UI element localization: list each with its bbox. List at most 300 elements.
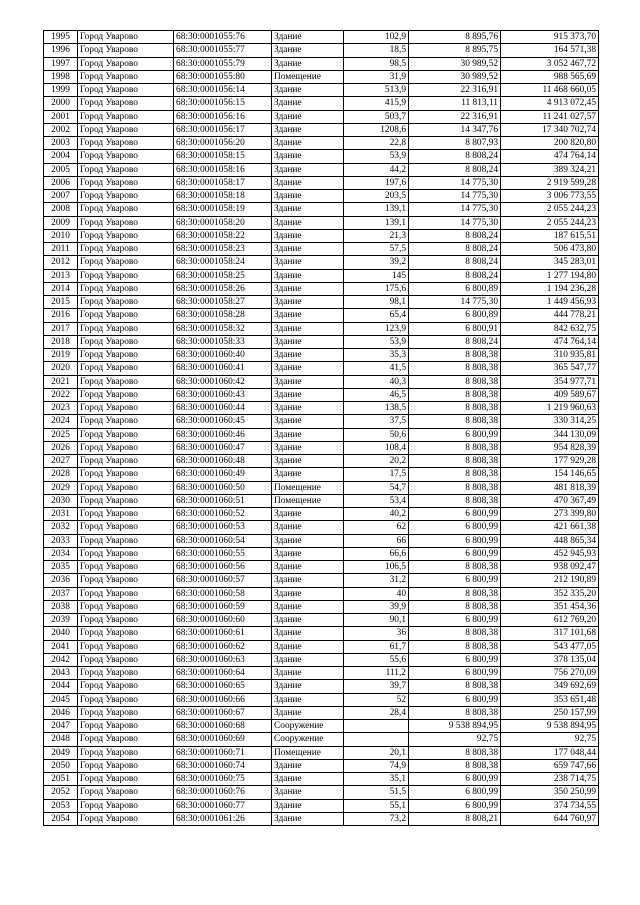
cell-area: 41,5 xyxy=(344,362,409,375)
cell-row-number: 2000 xyxy=(44,97,78,110)
cell-row-number: 2028 xyxy=(44,468,78,481)
cell-cadastral-number: 68:30:0001058:24 xyxy=(174,256,272,269)
cell-cadastral-number: 68:30:0001060:48 xyxy=(174,455,272,468)
cell-area: 74,9 xyxy=(344,759,409,772)
cell-municipality: Город Уварово xyxy=(78,415,174,428)
cell-cadastral-value: 345 283,01 xyxy=(501,256,599,269)
cell-specific-value: 6 800,99 xyxy=(409,693,501,706)
cell-cadastral-number: 68:30:0001058:18 xyxy=(174,190,272,203)
cell-area: 102,9 xyxy=(344,31,409,44)
cell-specific-value: 8 895,76 xyxy=(409,31,501,44)
cell-cadastral-value: 481 818,39 xyxy=(501,481,599,494)
cell-area: 31,9 xyxy=(344,70,409,83)
cell-cadastral-number: 68:30:0001060:60 xyxy=(174,614,272,627)
cell-cadastral-value: 273 399,80 xyxy=(501,508,599,521)
cell-municipality: Город Уварово xyxy=(78,163,174,176)
cell-row-number: 2046 xyxy=(44,706,78,719)
cell-cadastral-number: 68:30:0001060:50 xyxy=(174,481,272,494)
cell-object-type: Здание xyxy=(272,428,344,441)
table-row xyxy=(44,163,599,176)
cell-cadastral-number: 68:30:0001060:71 xyxy=(174,746,272,759)
cell-cadastral-number: 68:30:0001060:57 xyxy=(174,574,272,587)
cell-cadastral-number: 68:30:0001058:22 xyxy=(174,229,272,242)
cell-cadastral-number: 68:30:0001058:32 xyxy=(174,322,272,335)
cell-cadastral-number: 68:30:0001060:46 xyxy=(174,428,272,441)
cell-cadastral-number: 68:30:0001058:26 xyxy=(174,282,272,295)
cell-row-number: 2003 xyxy=(44,137,78,150)
cell-area: 39,2 xyxy=(344,256,409,269)
cell-cadastral-number: 68:30:0001060:76 xyxy=(174,786,272,799)
cell-row-number: 2051 xyxy=(44,773,78,786)
cell-cadastral-value: 543 477,05 xyxy=(501,640,599,653)
cell-municipality: Город Уварово xyxy=(78,362,174,375)
cell-cadastral-value: 344 130,09 xyxy=(501,428,599,441)
cell-specific-value: 92,75 xyxy=(409,733,501,746)
table-row xyxy=(44,176,599,189)
cell-municipality: Город Уварово xyxy=(78,653,174,666)
table-row xyxy=(44,799,599,812)
cell-area: 66,6 xyxy=(344,547,409,560)
cell-row-number: 2008 xyxy=(44,203,78,216)
cell-cadastral-value: 351 454,36 xyxy=(501,600,599,613)
cell-cadastral-value: 154 146,65 xyxy=(501,468,599,481)
cell-specific-value: 8 807,93 xyxy=(409,137,501,150)
cell-cadastral-number: 68:30:0001058:28 xyxy=(174,309,272,322)
table-row xyxy=(44,693,599,706)
cell-cadastral-value: 421 661,38 xyxy=(501,521,599,534)
cell-row-number: 1999 xyxy=(44,84,78,97)
cell-cadastral-number: 68:30:0001060:77 xyxy=(174,799,272,812)
cell-cadastral-number: 68:30:0001060:52 xyxy=(174,508,272,521)
table-row xyxy=(44,402,599,415)
cell-cadastral-number: 68:30:0001061:26 xyxy=(174,812,272,825)
cell-cadastral-number: 68:30:0001060:59 xyxy=(174,600,272,613)
cell-area: 62 xyxy=(344,521,409,534)
cell-area: 65,4 xyxy=(344,309,409,322)
cell-object-type: Здание xyxy=(272,759,344,772)
table-row xyxy=(44,282,599,295)
cell-area: 44,2 xyxy=(344,163,409,176)
cell-specific-value: 8 808,24 xyxy=(409,150,501,163)
cell-cadastral-value: 659 747,66 xyxy=(501,759,599,772)
cell-specific-value: 6 800,99 xyxy=(409,799,501,812)
cell-municipality: Город Уварово xyxy=(78,812,174,825)
cell-cadastral-number: 68:30:0001060:42 xyxy=(174,375,272,388)
cell-row-number: 2044 xyxy=(44,680,78,693)
cell-cadastral-number: 68:30:0001058:17 xyxy=(174,176,272,189)
table-row xyxy=(44,203,599,216)
cell-row-number: 2002 xyxy=(44,123,78,136)
cell-row-number: 2020 xyxy=(44,362,78,375)
cell-row-number: 2034 xyxy=(44,547,78,560)
cell-object-type: Здание xyxy=(272,216,344,229)
cell-object-type: Здание xyxy=(272,243,344,256)
cell-cadastral-number: 68:30:0001060:69 xyxy=(174,733,272,746)
table-row xyxy=(44,229,599,242)
cell-area: 46,5 xyxy=(344,388,409,401)
cell-cadastral-value: 452 945,93 xyxy=(501,547,599,560)
cell-cadastral-number: 68:30:0001060:41 xyxy=(174,362,272,375)
cell-area: 22,8 xyxy=(344,137,409,150)
cell-specific-value: 8 808,38 xyxy=(409,627,501,640)
table-row xyxy=(44,44,599,57)
cell-specific-value: 6 800,99 xyxy=(409,508,501,521)
cell-area: 108,4 xyxy=(344,441,409,454)
cell-object-type: Здание xyxy=(272,150,344,163)
cell-area: 53,9 xyxy=(344,150,409,163)
cell-area: 203,5 xyxy=(344,190,409,203)
cell-specific-value: 8 808,38 xyxy=(409,402,501,415)
table-row xyxy=(44,309,599,322)
cell-row-number: 2015 xyxy=(44,296,78,309)
cell-area: 513,9 xyxy=(344,84,409,97)
cell-municipality: Город Уварово xyxy=(78,428,174,441)
cell-specific-value: 14 775,30 xyxy=(409,176,501,189)
cell-object-type: Здание xyxy=(272,203,344,216)
cell-cadastral-number: 68:30:0001058:23 xyxy=(174,243,272,256)
cell-area: 52 xyxy=(344,693,409,706)
cell-object-type: Здание xyxy=(272,441,344,454)
cell-object-type: Здание xyxy=(272,667,344,680)
cell-row-number: 1996 xyxy=(44,44,78,57)
cell-cadastral-number: 68:30:0001058:15 xyxy=(174,150,272,163)
cell-area: 39,7 xyxy=(344,680,409,693)
cell-area: 139,1 xyxy=(344,203,409,216)
cell-specific-value: 6 800,99 xyxy=(409,786,501,799)
cell-row-number: 2006 xyxy=(44,176,78,189)
cell-row-number: 2040 xyxy=(44,627,78,640)
cell-specific-value: 6 800,99 xyxy=(409,773,501,786)
cell-specific-value: 8 808,38 xyxy=(409,441,501,454)
cell-object-type: Здание xyxy=(272,110,344,123)
cell-row-number: 2007 xyxy=(44,190,78,203)
cell-row-number: 2049 xyxy=(44,746,78,759)
cell-municipality: Город Уварово xyxy=(78,97,174,110)
cell-object-type: Сооружение xyxy=(272,733,344,746)
cell-row-number: 2038 xyxy=(44,600,78,613)
cell-area: 503,7 xyxy=(344,110,409,123)
cell-specific-value: 14 775,30 xyxy=(409,190,501,203)
table-row xyxy=(44,84,599,97)
cell-municipality: Город Уварово xyxy=(78,693,174,706)
table-row xyxy=(44,547,599,560)
cell-specific-value: 6 800,99 xyxy=(409,614,501,627)
table-row xyxy=(44,667,599,680)
cell-row-number: 2024 xyxy=(44,415,78,428)
cell-cadastral-value: 17 340 702,74 xyxy=(501,123,599,136)
cell-object-type: Помещение xyxy=(272,746,344,759)
cell-area: 106,5 xyxy=(344,561,409,574)
cell-area: 53,4 xyxy=(344,494,409,507)
cell-object-type: Здание xyxy=(272,31,344,44)
cell-municipality: Город Уварово xyxy=(78,706,174,719)
cell-specific-value: 8 808,38 xyxy=(409,388,501,401)
cell-area: 66 xyxy=(344,534,409,547)
cell-cadastral-number: 68:30:0001058:16 xyxy=(174,163,272,176)
cell-area: 145 xyxy=(344,269,409,282)
cell-row-number: 2039 xyxy=(44,614,78,627)
cell-municipality: Город Уварово xyxy=(78,176,174,189)
cell-cadastral-number: 68:30:0001060:54 xyxy=(174,534,272,547)
cell-area: 37,5 xyxy=(344,415,409,428)
cell-municipality: Город Уварово xyxy=(78,335,174,348)
cell-municipality: Город Уварово xyxy=(78,786,174,799)
cell-area: 197,6 xyxy=(344,176,409,189)
cell-cadastral-number: 68:30:0001060:61 xyxy=(174,627,272,640)
cell-row-number: 2021 xyxy=(44,375,78,388)
cell-object-type: Здание xyxy=(272,799,344,812)
table-row xyxy=(44,746,599,759)
cell-cadastral-number: 68:30:0001060:62 xyxy=(174,640,272,653)
cell-municipality: Город Уварово xyxy=(78,150,174,163)
cell-specific-value: 6 800,89 xyxy=(409,282,501,295)
cell-cadastral-number: 68:30:0001060:56 xyxy=(174,561,272,574)
cell-cadastral-value: 2 055 244,23 xyxy=(501,216,599,229)
cell-cadastral-value: 2 055 244,23 xyxy=(501,203,599,216)
cell-specific-value: 8 808,24 xyxy=(409,163,501,176)
cell-cadastral-number: 68:30:0001060:65 xyxy=(174,680,272,693)
cell-object-type: Здание xyxy=(272,176,344,189)
cell-area: 51,5 xyxy=(344,786,409,799)
cell-area: 1208,6 xyxy=(344,123,409,136)
cell-specific-value: 6 800,99 xyxy=(409,521,501,534)
cell-specific-value: 14 775,30 xyxy=(409,203,501,216)
cell-cadastral-number: 68:30:0001056:15 xyxy=(174,97,272,110)
cell-cadastral-value: 954 828,39 xyxy=(501,441,599,454)
table-row xyxy=(44,388,599,401)
cell-row-number: 2017 xyxy=(44,322,78,335)
cell-cadastral-number: 68:30:0001058:27 xyxy=(174,296,272,309)
cell-cadastral-value: 444 778,21 xyxy=(501,309,599,322)
cell-area: 415,9 xyxy=(344,97,409,110)
table-row xyxy=(44,243,599,256)
cell-cadastral-value: 842 632,75 xyxy=(501,322,599,335)
cell-object-type: Здание xyxy=(272,468,344,481)
cell-cadastral-value: 612 769,20 xyxy=(501,614,599,627)
cell-cadastral-value: 9 538 894,95 xyxy=(501,720,599,733)
cell-municipality: Город Уварово xyxy=(78,57,174,70)
cell-municipality: Город Уварово xyxy=(78,31,174,44)
cell-municipality: Город Уварово xyxy=(78,614,174,627)
cell-object-type: Здание xyxy=(272,574,344,587)
cell-row-number: 2019 xyxy=(44,349,78,362)
cell-cadastral-number: 68:30:0001058:33 xyxy=(174,335,272,348)
table-row xyxy=(44,362,599,375)
cell-cadastral-value: 353 651,48 xyxy=(501,693,599,706)
table-row xyxy=(44,150,599,163)
cell-cadastral-value: 365 547,77 xyxy=(501,362,599,375)
cell-municipality: Город Уварово xyxy=(78,123,174,136)
cell-cadastral-value: 3 006 773,55 xyxy=(501,190,599,203)
cell-municipality: Город Уварово xyxy=(78,521,174,534)
cell-cadastral-value: 915 373,70 xyxy=(501,31,599,44)
cell-municipality: Город Уварово xyxy=(78,759,174,772)
cell-cadastral-value: 474 764,14 xyxy=(501,335,599,348)
cell-cadastral-value: 11 241 027,57 xyxy=(501,110,599,123)
cell-specific-value: 8 808,38 xyxy=(409,375,501,388)
cell-row-number: 2012 xyxy=(44,256,78,269)
cell-area: 31,2 xyxy=(344,574,409,587)
cell-object-type: Здание xyxy=(272,44,344,57)
cell-object-type: Здание xyxy=(272,653,344,666)
cell-cadastral-number: 68:30:0001058:19 xyxy=(174,203,272,216)
cell-specific-value: 8 808,21 xyxy=(409,812,501,825)
cell-specific-value: 8 808,38 xyxy=(409,706,501,719)
cell-row-number: 2001 xyxy=(44,110,78,123)
cell-object-type: Здание xyxy=(272,375,344,388)
cell-municipality: Город Уварово xyxy=(78,627,174,640)
cell-area: 17,5 xyxy=(344,468,409,481)
table-row xyxy=(44,481,599,494)
cell-specific-value: 8 808,38 xyxy=(409,349,501,362)
cell-row-number: 2030 xyxy=(44,494,78,507)
cell-cadastral-value: 474 764,14 xyxy=(501,150,599,163)
cell-municipality: Город Уварово xyxy=(78,229,174,242)
cell-cadastral-number: 68:30:0001060:68 xyxy=(174,720,272,733)
cell-area: 36 xyxy=(344,627,409,640)
cell-cadastral-value: 349 692,69 xyxy=(501,680,599,693)
cell-municipality: Город Уварово xyxy=(78,640,174,653)
cell-area: 40,3 xyxy=(344,375,409,388)
cell-cadastral-value: 200 820,80 xyxy=(501,137,599,150)
cell-cadastral-value: 11 468 660,05 xyxy=(501,84,599,97)
cell-cadastral-value: 4 913 072,45 xyxy=(501,97,599,110)
table-row xyxy=(44,706,599,719)
cell-row-number: 2027 xyxy=(44,455,78,468)
cell-area: 57,5 xyxy=(344,243,409,256)
table-row xyxy=(44,587,599,600)
cell-object-type: Здание xyxy=(272,190,344,203)
cell-object-type: Здание xyxy=(272,269,344,282)
cell-specific-value: 6 800,99 xyxy=(409,547,501,560)
cell-object-type: Здание xyxy=(272,57,344,70)
table-row xyxy=(44,521,599,534)
cell-object-type: Здание xyxy=(272,706,344,719)
cell-row-number: 2029 xyxy=(44,481,78,494)
table-row xyxy=(44,812,599,825)
cell-object-type: Здание xyxy=(272,534,344,547)
cell-municipality: Город Уварово xyxy=(78,256,174,269)
cell-cadastral-value: 354 977,71 xyxy=(501,375,599,388)
cell-cadastral-number: 68:30:0001055:77 xyxy=(174,44,272,57)
cell-municipality: Город Уварово xyxy=(78,309,174,322)
table-row xyxy=(44,600,599,613)
cell-specific-value: 22 316,91 xyxy=(409,110,501,123)
cell-cadastral-number: 68:30:0001060:66 xyxy=(174,693,272,706)
cell-cadastral-value: 317 101,68 xyxy=(501,627,599,640)
cell-row-number: 2032 xyxy=(44,521,78,534)
cell-cadastral-number: 68:30:0001060:64 xyxy=(174,667,272,680)
cell-cadastral-value: 756 270,09 xyxy=(501,667,599,680)
cell-municipality: Город Уварово xyxy=(78,322,174,335)
cell-object-type: Здание xyxy=(272,415,344,428)
cell-cadastral-number: 68:30:0001060:63 xyxy=(174,653,272,666)
cell-municipality: Город Уварово xyxy=(78,680,174,693)
cell-object-type: Сооружение xyxy=(272,720,344,733)
cell-row-number: 2036 xyxy=(44,574,78,587)
cell-cadastral-number: 68:30:0001055:76 xyxy=(174,31,272,44)
cell-specific-value: 8 808,38 xyxy=(409,362,501,375)
cell-row-number: 2014 xyxy=(44,282,78,295)
cell-specific-value: 8 808,38 xyxy=(409,455,501,468)
cell-municipality: Город Уварово xyxy=(78,190,174,203)
table-row xyxy=(44,256,599,269)
cell-row-number: 2045 xyxy=(44,693,78,706)
cell-cadastral-value: 389 324,21 xyxy=(501,163,599,176)
cell-specific-value: 14 775,30 xyxy=(409,216,501,229)
cell-area: 50,6 xyxy=(344,428,409,441)
table-row xyxy=(44,441,599,454)
cell-specific-value: 6 800,99 xyxy=(409,534,501,547)
cell-area: 98,5 xyxy=(344,57,409,70)
cell-municipality: Город Уварово xyxy=(78,441,174,454)
cell-object-type: Помещение xyxy=(272,70,344,83)
cell-specific-value: 6 800,99 xyxy=(409,574,501,587)
cell-specific-value: 6 800,91 xyxy=(409,322,501,335)
cell-specific-value: 8 808,24 xyxy=(409,243,501,256)
cell-row-number: 2004 xyxy=(44,150,78,163)
cell-municipality: Город Уварово xyxy=(78,296,174,309)
table-row xyxy=(44,455,599,468)
cell-object-type: Помещение xyxy=(272,481,344,494)
cell-object-type: Здание xyxy=(272,282,344,295)
cell-specific-value: 8 808,38 xyxy=(409,494,501,507)
cell-area: 139,1 xyxy=(344,216,409,229)
cell-area: 28,4 xyxy=(344,706,409,719)
cell-specific-value: 8 808,38 xyxy=(409,415,501,428)
cell-area: 40 xyxy=(344,587,409,600)
cell-municipality: Город Уварово xyxy=(78,137,174,150)
cell-cadastral-value: 1 194 236,28 xyxy=(501,282,599,295)
cell-object-type: Здание xyxy=(272,600,344,613)
cell-object-type: Здание xyxy=(272,680,344,693)
cell-specific-value: 8 808,24 xyxy=(409,256,501,269)
table-row xyxy=(44,561,599,574)
cell-row-number: 2018 xyxy=(44,335,78,348)
table-row xyxy=(44,574,599,587)
cell-cadastral-number: 68:30:0001058:25 xyxy=(174,269,272,282)
cell-municipality: Город Уварово xyxy=(78,587,174,600)
cell-object-type: Здание xyxy=(272,256,344,269)
cell-row-number: 2054 xyxy=(44,812,78,825)
cell-cadastral-number: 68:30:0001060:67 xyxy=(174,706,272,719)
cell-municipality: Город Уварово xyxy=(78,667,174,680)
cell-specific-value: 14 775,30 xyxy=(409,296,501,309)
cell-municipality: Город Уварово xyxy=(78,746,174,759)
cell-area xyxy=(344,733,409,746)
cell-object-type: Здание xyxy=(272,84,344,97)
cell-cadastral-number: 68:30:0001060:58 xyxy=(174,587,272,600)
cell-area: 20,1 xyxy=(344,746,409,759)
cell-municipality: Город Уварово xyxy=(78,110,174,123)
table-row xyxy=(44,216,599,229)
cell-row-number: 2052 xyxy=(44,786,78,799)
cell-specific-value: 8 808,24 xyxy=(409,229,501,242)
cell-specific-value: 8 808,38 xyxy=(409,680,501,693)
cell-row-number: 2022 xyxy=(44,388,78,401)
cell-object-type: Здание xyxy=(272,296,344,309)
table-row xyxy=(44,508,599,521)
cell-object-type: Здание xyxy=(272,402,344,415)
table-row xyxy=(44,773,599,786)
cell-area: 21,3 xyxy=(344,229,409,242)
table-row xyxy=(44,468,599,481)
cell-municipality: Город Уварово xyxy=(78,494,174,507)
cell-specific-value: 8 808,38 xyxy=(409,561,501,574)
cell-object-type: Здание xyxy=(272,163,344,176)
cell-cadastral-number: 68:30:0001060:44 xyxy=(174,402,272,415)
table-row xyxy=(44,534,599,547)
